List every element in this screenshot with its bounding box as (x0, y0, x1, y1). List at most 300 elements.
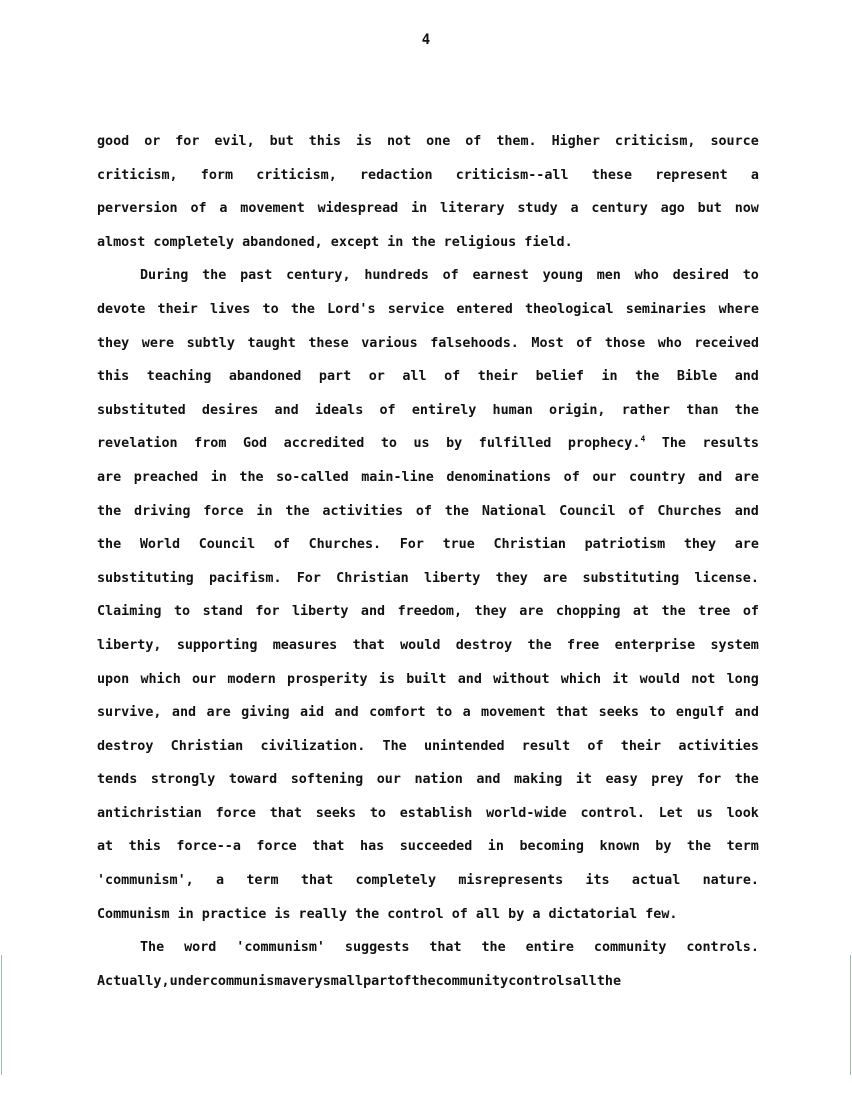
word: Council (559, 503, 616, 519)
word: of (576, 335, 593, 351)
word: in (210, 469, 227, 485)
word: redaction (359, 167, 433, 183)
word: The (661, 436, 686, 452)
word: establish (399, 805, 473, 821)
word: abandoned (228, 369, 302, 385)
word: devote (97, 301, 146, 317)
word: suggests (344, 940, 410, 956)
word: the (686, 839, 712, 855)
word: criticism, (614, 134, 696, 149)
text-line (97, 131, 759, 165)
word: system (710, 637, 759, 653)
word: lives (210, 301, 251, 317)
word: strongly (150, 772, 216, 788)
text-line (97, 669, 759, 703)
word: or (144, 134, 161, 149)
word: the (97, 503, 122, 519)
word: all (402, 369, 427, 385)
text-line (97, 769, 759, 803)
word: their (477, 369, 519, 385)
word: good (97, 134, 130, 149)
word: Bible (676, 369, 718, 385)
word: force (215, 805, 256, 821)
word: National (481, 503, 547, 519)
word: without (493, 671, 550, 687)
word: movement (240, 201, 305, 217)
word: or (368, 369, 385, 385)
word: of (395, 973, 412, 989)
word: and (698, 469, 723, 485)
word: destroy (97, 738, 154, 754)
word: small (322, 973, 364, 989)
word: it (612, 671, 629, 687)
word: theological (524, 301, 614, 317)
word: unintended (423, 738, 505, 754)
word: century (591, 201, 648, 217)
word: for (255, 604, 280, 620)
word: look (726, 805, 759, 821)
word: the (734, 772, 759, 788)
word: to (380, 436, 397, 452)
word: form (200, 167, 234, 183)
word: its (585, 873, 610, 889)
word: criticism, (97, 167, 178, 183)
word: taught (247, 335, 296, 351)
word: God (242, 436, 268, 452)
word: entered (456, 301, 513, 317)
word: one (426, 134, 451, 149)
word: desired (672, 268, 729, 284)
word: long (726, 671, 759, 687)
paragraph (97, 937, 759, 1004)
word: our (592, 469, 617, 485)
word: young (542, 268, 583, 284)
word: community (593, 940, 667, 956)
word: is (378, 671, 395, 687)
word: and (734, 369, 759, 385)
word: service (387, 301, 445, 317)
word: for (175, 134, 200, 149)
word: free (567, 637, 600, 653)
word: that (555, 705, 589, 721)
word: preached (133, 469, 199, 485)
word: Most (531, 335, 564, 351)
word: toward (228, 772, 278, 788)
word: tree (698, 604, 731, 620)
word: and (274, 402, 299, 418)
text-line (97, 400, 759, 434)
word: their (620, 738, 662, 754)
word: chopping (555, 604, 621, 620)
word: seeks (598, 705, 639, 721)
word: modern (227, 671, 276, 687)
word: entirely (411, 402, 477, 418)
word: main-line (361, 469, 434, 485)
word: and (734, 705, 759, 721)
word: evil, (214, 134, 255, 149)
footnote-marker: 4 (640, 434, 646, 444)
word: force (256, 839, 297, 855)
word: substituting (582, 570, 680, 586)
word: upon (97, 671, 130, 687)
text-line (97, 467, 759, 501)
word: engulf (675, 705, 725, 721)
word: Christian (493, 537, 566, 553)
word: which (140, 671, 181, 687)
text-line (97, 299, 759, 333)
text-line (97, 366, 759, 400)
word: now (734, 201, 759, 217)
word: them. (496, 134, 537, 149)
word: that (352, 637, 385, 653)
word: these (591, 167, 633, 183)
word: has (360, 839, 385, 855)
word: this (308, 134, 341, 149)
word: so-called (276, 469, 349, 485)
word: they (97, 335, 130, 351)
word: Churches. (308, 537, 382, 553)
word: and (457, 671, 482, 687)
word: activities (678, 738, 759, 754)
word: earnest (472, 268, 529, 284)
word: in (487, 839, 504, 855)
text-line (97, 635, 759, 669)
text-line (97, 870, 759, 904)
word: by (446, 436, 463, 452)
word: the (596, 973, 622, 989)
word: this (128, 839, 161, 855)
word: our (192, 671, 217, 687)
word: Christian (336, 570, 409, 586)
word: they (474, 604, 507, 620)
word: aid (299, 705, 325, 721)
word: word (184, 940, 217, 956)
word: antichristian (97, 805, 202, 821)
word: where (718, 301, 759, 317)
word: liberty (423, 570, 481, 586)
word: is (355, 134, 373, 149)
word: enterprise (614, 637, 696, 653)
word: Christian (170, 738, 244, 754)
word: perversion (97, 201, 178, 217)
word: part (363, 973, 396, 989)
word: the (527, 637, 552, 653)
word: Higher (551, 134, 600, 149)
word: term (726, 839, 759, 855)
word: these (308, 335, 349, 351)
word: World (139, 537, 181, 553)
word: movement (481, 705, 546, 721)
text-line (97, 971, 759, 1005)
word: patriotism (584, 537, 666, 553)
word: of (587, 738, 604, 754)
word: control. (580, 805, 645, 821)
word: known (599, 839, 640, 855)
word: denominations (446, 469, 552, 485)
word: from (194, 436, 227, 452)
word: the (239, 469, 264, 485)
word: it (575, 772, 592, 788)
word: the (285, 503, 310, 519)
word: to (649, 705, 666, 721)
text-line (97, 736, 759, 770)
word: our (376, 772, 401, 788)
word: of (442, 268, 459, 284)
text-line (97, 803, 759, 837)
word: giving (241, 705, 290, 721)
word: force--a (176, 839, 241, 855)
word: Claiming (97, 604, 162, 620)
word: softening (290, 772, 364, 788)
word: of (563, 469, 580, 485)
word: and (171, 705, 197, 721)
text-line (97, 534, 759, 568)
word: entire (525, 940, 574, 956)
word: communism (209, 973, 283, 989)
word: Council (198, 537, 256, 553)
word: not (691, 671, 716, 687)
word: The (382, 738, 407, 754)
word: which (560, 671, 602, 687)
word: in (601, 369, 618, 385)
word: almost completely abandoned, except in the religious field. (97, 234, 573, 250)
word: study (517, 201, 558, 217)
word: a (750, 167, 759, 183)
word: Churches (657, 503, 722, 519)
word: prosperity (287, 671, 368, 687)
word: the (635, 369, 660, 385)
word: becoming (519, 839, 584, 855)
word: survive, (97, 705, 162, 721)
word: are (734, 537, 759, 553)
word: past (240, 268, 273, 284)
word: prophecy.$^4$ (567, 434, 646, 452)
word: prey (651, 772, 684, 788)
word: actual (631, 873, 681, 889)
word: are (206, 705, 231, 721)
text-line (97, 702, 759, 736)
word: for (697, 772, 722, 788)
word: subtly (186, 335, 235, 351)
text-line (97, 937, 759, 971)
word: teaching (146, 369, 212, 385)
word: ideals (314, 402, 364, 418)
paragraph (97, 131, 759, 265)
text-line (97, 333, 759, 367)
word: revelation (97, 436, 178, 452)
word: substituted (97, 402, 186, 418)
word: criticism, (256, 167, 337, 183)
word: would (400, 637, 441, 653)
word: liberty (292, 604, 349, 620)
word: to (262, 301, 279, 317)
word: force (203, 503, 244, 519)
page-number: 4 (421, 32, 431, 48)
word: us (696, 805, 713, 821)
word: of (415, 503, 432, 519)
word: accredited (283, 436, 365, 452)
word: civilization. (260, 738, 366, 754)
word: the (290, 301, 315, 317)
word: the (661, 604, 686, 620)
word: men (596, 268, 621, 284)
text-line (97, 165, 759, 199)
word: to (742, 268, 759, 284)
word: built (406, 671, 447, 687)
text-line (97, 501, 759, 535)
word: this (97, 369, 130, 385)
word: who (657, 335, 682, 351)
word: 'communism' (236, 940, 325, 956)
word: Let (658, 805, 683, 821)
word: liberty, (97, 637, 162, 653)
word: century, (286, 268, 351, 284)
word: destroy (455, 637, 513, 653)
word: Communism in practice is really the control of all by a dictatorial few. (97, 906, 678, 922)
word: under (169, 973, 210, 989)
word: by (655, 839, 672, 855)
word: and (476, 772, 501, 788)
word: their (157, 301, 198, 317)
word: of (465, 134, 482, 149)
word: misrepresents (458, 873, 564, 889)
word: Actually, (97, 973, 170, 989)
word: who (634, 268, 659, 284)
word: license. (694, 570, 759, 586)
body-text (97, 131, 759, 1004)
text-line (97, 904, 759, 938)
word: the (444, 503, 469, 519)
word: During (140, 268, 189, 284)
word: very (290, 973, 323, 989)
word: they (495, 570, 528, 586)
word: criticism--all (455, 167, 569, 183)
word: world-wide (486, 805, 567, 821)
word: rather (621, 402, 671, 418)
word: substituting (97, 570, 194, 586)
word: that (300, 873, 334, 889)
word: received (694, 335, 759, 351)
text-line (97, 836, 759, 870)
word: The (140, 940, 165, 956)
text-line (97, 265, 759, 299)
word: us (413, 436, 430, 452)
word: a (282, 973, 291, 989)
word: nature. (702, 873, 759, 889)
word: community (435, 973, 509, 989)
word: represent (655, 167, 728, 183)
word: stand (202, 604, 243, 620)
scan-edge-left (1, 955, 2, 1075)
word: completely (355, 873, 437, 889)
word: pacifism. (208, 570, 282, 586)
word: of (742, 604, 759, 620)
word: easy (605, 772, 638, 788)
word: of (628, 503, 645, 519)
word: driving (134, 503, 191, 519)
word: result (521, 738, 571, 754)
word: that (429, 940, 462, 956)
word: source (710, 134, 759, 149)
word: at (632, 604, 649, 620)
word: widespread (317, 201, 399, 217)
word: supporting (176, 637, 258, 653)
word: and (360, 604, 386, 620)
word: of (444, 369, 461, 385)
word: the (734, 402, 759, 418)
word: origin, (549, 402, 606, 418)
word: comfort (369, 705, 426, 721)
word: controls (508, 973, 573, 989)
word: in (256, 503, 273, 519)
word: Lord's (327, 301, 376, 317)
word: of (379, 402, 396, 418)
word: than (686, 402, 719, 418)
word: a (219, 201, 228, 217)
word: to (369, 805, 386, 821)
word: all (572, 973, 597, 989)
word: that (312, 839, 345, 855)
word: results (702, 436, 759, 452)
word: not (387, 134, 412, 149)
word: seminaries (625, 301, 707, 317)
word: are (97, 469, 122, 485)
word: seeks (315, 805, 357, 821)
word: true (442, 537, 475, 553)
word: human (492, 402, 533, 418)
word: ago (660, 201, 685, 217)
word: nation (414, 772, 463, 788)
word: hundreds (364, 268, 429, 284)
word: that (269, 805, 302, 821)
word: are (543, 570, 568, 586)
scan-edge-right (850, 955, 851, 1075)
word: fulfilled (478, 436, 552, 452)
word: falsehoods. (430, 335, 519, 351)
word: making (514, 772, 563, 788)
word: a (570, 201, 579, 217)
text-line (97, 198, 759, 232)
word: desires (201, 402, 259, 418)
word: at (97, 839, 114, 855)
word: the (481, 940, 506, 956)
word: controls. (686, 940, 759, 956)
text-line (97, 568, 759, 602)
word: and (334, 705, 359, 721)
word: of (190, 201, 207, 217)
word: freedom, (397, 604, 463, 620)
word: to (436, 705, 453, 721)
word: measures (272, 637, 338, 653)
word: For (296, 570, 321, 586)
word: of (273, 537, 290, 553)
text-line (97, 601, 759, 635)
word: belief (535, 369, 584, 385)
word: would (639, 671, 680, 687)
word: the (97, 537, 122, 553)
word: are (734, 469, 759, 485)
word: and (734, 503, 759, 519)
word: the (411, 973, 436, 989)
word: are (519, 604, 544, 620)
word: were (141, 335, 175, 351)
word: in (411, 201, 428, 217)
word: a (462, 705, 471, 721)
word: to (173, 604, 191, 620)
word: the (202, 268, 227, 284)
word: 'communism', (97, 873, 194, 889)
paragraph (97, 265, 759, 937)
